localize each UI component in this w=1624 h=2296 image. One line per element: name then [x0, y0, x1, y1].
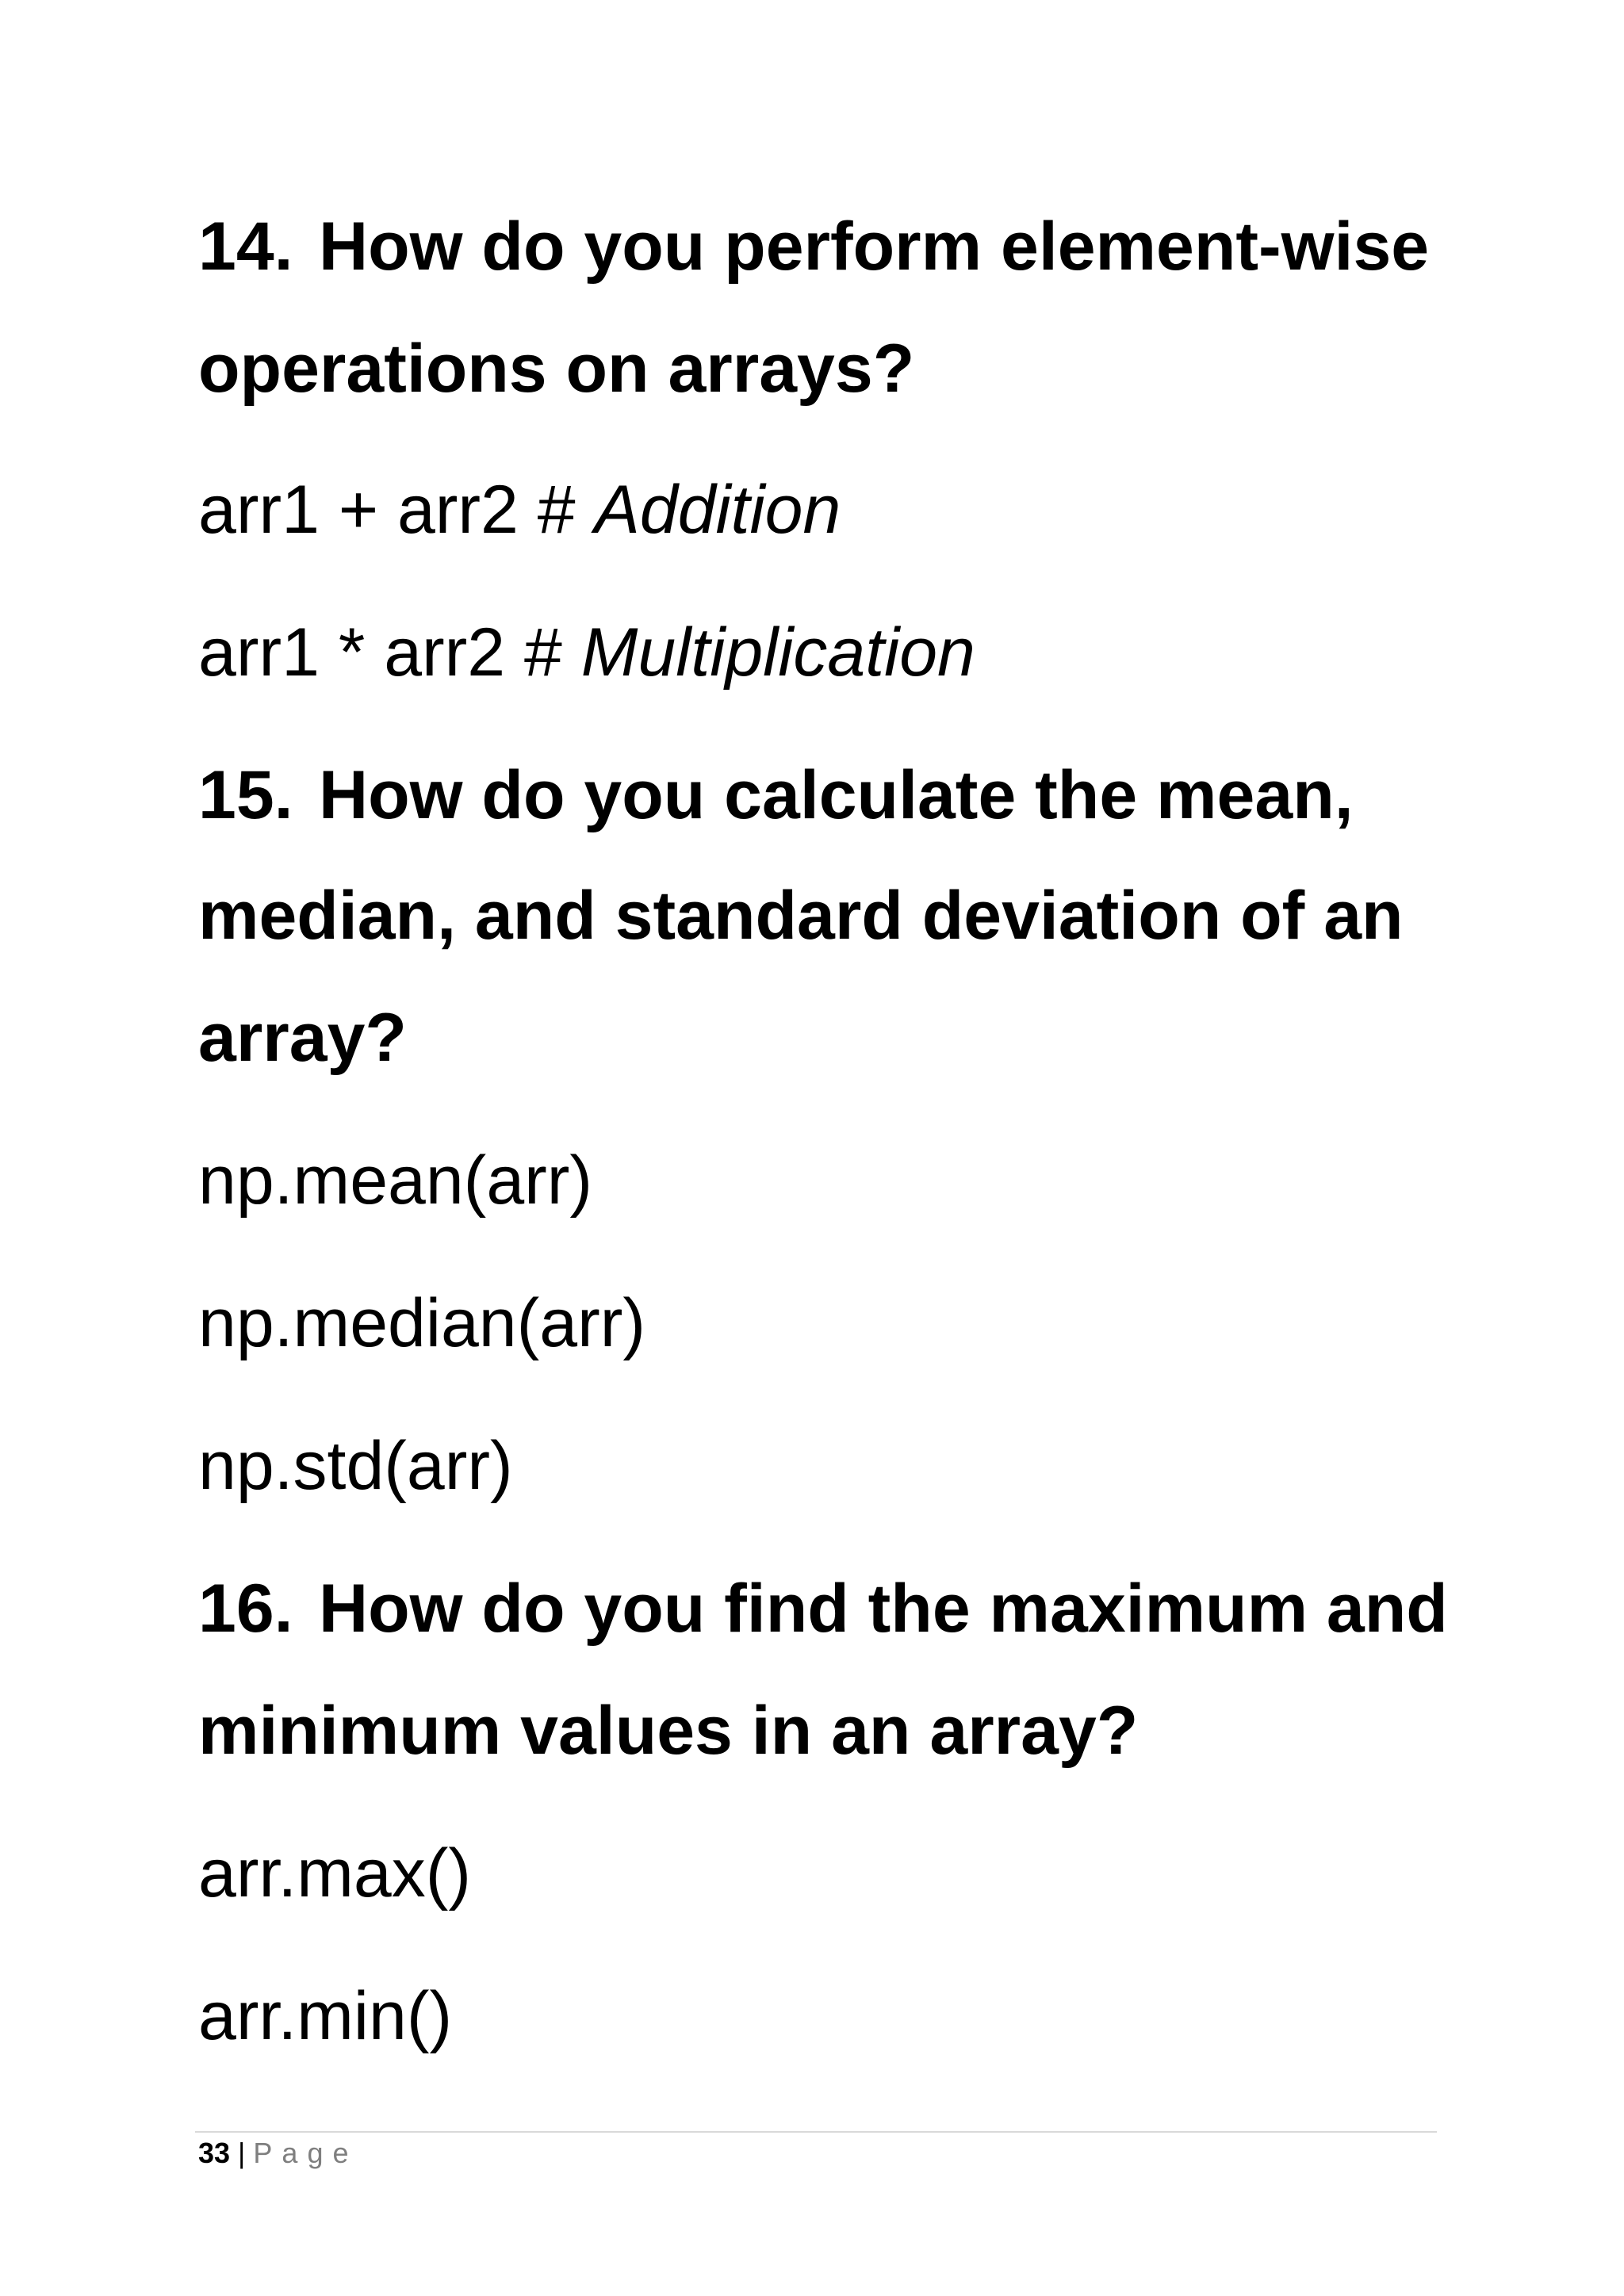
code-comment: Multiplication — [580, 614, 975, 691]
code-line: np.mean(arr) — [198, 1142, 593, 1219]
question-16-title-text-1: How do you find the maximum and — [319, 1571, 1448, 1647]
question-16-title-line-2: minimum values in an array? — [198, 1693, 1139, 1769]
footer-separator: | — [238, 2137, 246, 2169]
question-15-number: 15. — [198, 757, 293, 833]
page-footer — [198, 2139, 358, 2168]
code-line — [198, 614, 975, 691]
code-text: arr1 + arr2 # — [198, 472, 595, 548]
code-comment: Addition — [594, 472, 841, 548]
question-15-title-line-2: median, and standard deviation of an — [198, 878, 1404, 954]
code-line — [198, 472, 841, 548]
footer-divider — [195, 2131, 1437, 2133]
code-line: np.std(arr) — [198, 1428, 513, 1504]
code-line: arr.max() — [198, 1835, 471, 1911]
page-number: 33 — [198, 2137, 231, 2169]
code-text: arr1 * arr2 # — [198, 614, 581, 691]
question-14-number: 14. — [198, 209, 293, 285]
question-14-title-line-2: operations on arrays? — [198, 331, 915, 407]
question-15-title-line-1 — [198, 757, 1354, 833]
question-15-title-line-3: array? — [198, 1000, 407, 1076]
code-line: np.median(arr) — [198, 1285, 645, 1361]
question-16-title-line-1 — [198, 1571, 1448, 1647]
question-15-title-text-1: How do you calculate the mean, — [319, 757, 1354, 833]
code-line: arr.min() — [198, 1978, 453, 2054]
question-14-title-line-1 — [198, 209, 1430, 285]
question-16-number: 16. — [198, 1571, 293, 1647]
page-label: Page — [253, 2137, 358, 2169]
question-14-title-text-1: How do you perform element-wise — [319, 209, 1430, 285]
